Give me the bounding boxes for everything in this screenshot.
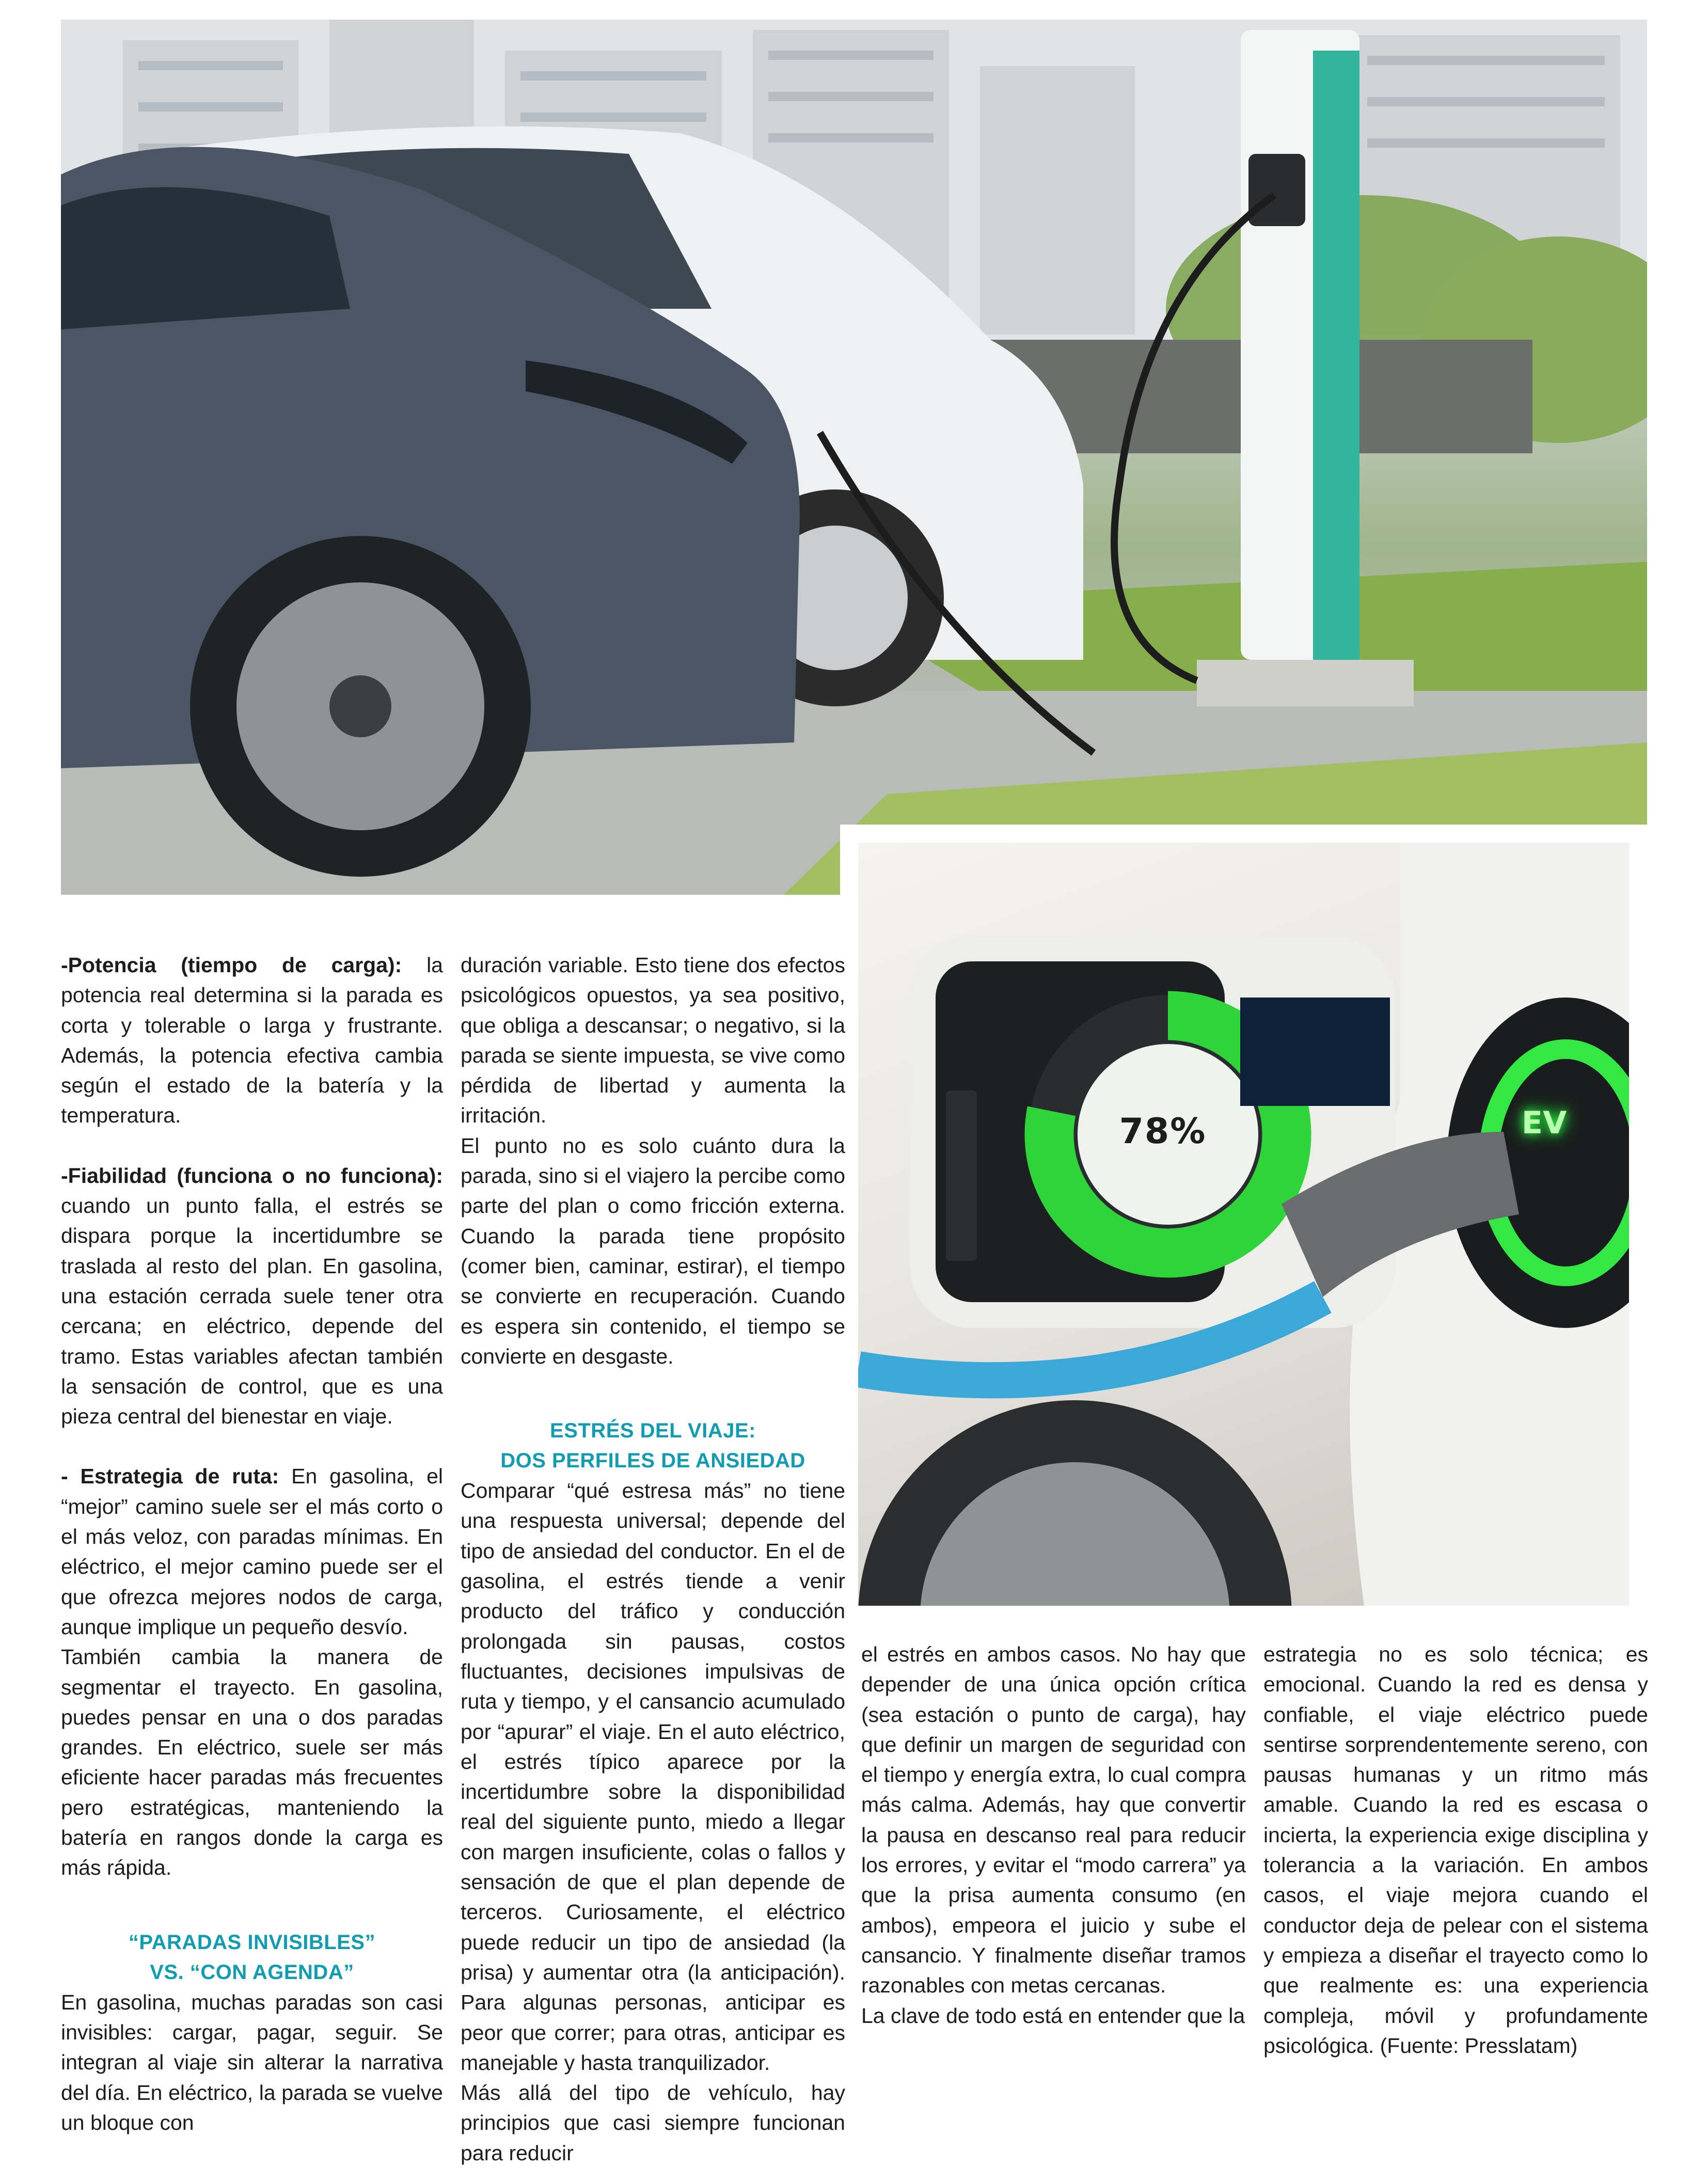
paragraph-potencia <box>61 950 443 1131</box>
label-potencia: -Potencia (tiempo de carga): <box>61 953 402 977</box>
photo-inset-illustration <box>858 843 1629 1606</box>
paragraph-segmentar: También cambia la manera de segmentar el trayecto. En gasolina, puedes pensar en una o dos paradas grandes. En eléctrico, suele ser más eficiente hacer paradas más frecuentes pero estratégicas, manteniendo la batería en rangos donde la carga es más rápida. <box>61 1645 443 1880</box>
paragraph-clave: La clave de todo está en entender que la <box>861 2003 1245 2028</box>
paragraph-duracion: duración variable. Esto tiene dos efectos psicológicos opuestos, ya sea positivo, que obliga a descansar; o negativo, si la parada se siente impuesta, se vive como pérdida de libertad y aumenta la irritación. <box>461 953 845 1128</box>
text-column-2 <box>461 950 845 2168</box>
heading-con-agenda: VS. “CON AGENDA” <box>150 1960 354 1984</box>
paragraph-punto: El punto no es solo cuánto dura la parada, sino si el viajero la percibe como parte del plan o como fricción externa. Cuando la parada tiene propósito (comer bien, caminar, estirar), el tiempo se convierte en recuperación. Cuando es espera sin contenido, el tiempo se convierte en desgaste. <box>461 1133 845 1368</box>
battery-percentage: 78% <box>1119 1111 1207 1152</box>
photo-inset-frame <box>858 843 1629 1606</box>
text-column-1 <box>61 950 443 2138</box>
label-fiabilidad: -Fiabilidad (funciona o no funciona): <box>61 1163 443 1188</box>
photo-top-illustration <box>61 20 1647 895</box>
photo-electric-cars-charging <box>61 20 1647 895</box>
text-estrategia: En gasolina, el “mejor” camino suele ser el más corto o el más veloz, con paradas mínimas. En eléctrico, el mejor camino puede ser el que ofrezca mejores nodos de carga, aunque implique un pequeño desvío. <box>61 1464 443 1639</box>
text-potencia: la potencia real determina si la parada es corta y tolerable o larga y frustrante. Además, la potencia efectiva cambia según el estado de la batería y la temperatura. <box>61 953 443 1128</box>
heading-dos-perfiles: DOS PERFILES DE ANSIEDAD <box>500 1449 805 1473</box>
paragraph-estres-ambos: el estrés en ambos casos. No hay que depender de una única opción crítica (sea estación o punto de carga), hay que definir un margen de seguridad con el tiempo y energía extra, lo cual compra más calma. Además, hay que convertir la pausa en descanso real para reducir los errores, y evitar el “modo carrera” ya que la prisa aumenta consumo (en ambos), empeora el juicio y sube el cansancio. Y finalmente diseñar tramos razonables con metas cercanas. <box>861 1642 1246 1998</box>
paragraph-estrategia-emocional: estrategia no es solo técnica; es emocional. Cuando la red es densa y confiable, el viaje eléctrico puede sentirse sorprendentemente sereno, con pausas humanas y un ritmo más amable. Cuando la red es escasa o incierta, la experiencia exige disciplina y tolerancia a la variación. En ambos casos, el viaje mejora cuando el conductor deja de pelear con el sistema y empieza a diseñar el trayecto como lo que realmente es: una experiencia compleja, móvil y profundamente psicológica. (Fuente: Presslatam) <box>1263 1642 1648 2058</box>
paragraph-principios: Más allá del tipo de vehículo, hay principios que casi siempre funcionan para reducir <box>461 2081 845 2165</box>
text-fiabilidad: cuando un punto falla, el estrés se dispara porque la incertidumbre se traslada al resto del plan. En gasolina, una estación cerrada suele tener otra cercana; en eléctrico, depende del tramo. Estas variables afectan también la sensación de control, que es una pieza central del bienestar en viaje. <box>61 1194 443 1429</box>
text-column-3 <box>861 1639 1246 2031</box>
heading-paradas-invisibles: “PARADAS INVISIBLES” <box>128 1930 376 1954</box>
heading-estres-del-viaje: ESTRÉS DEL VIAJE: <box>550 1419 756 1443</box>
paragraph-fiabilidad <box>61 1161 443 1432</box>
photo-ev-charging-plug <box>840 825 1647 1624</box>
text-column-4 <box>1263 1639 1648 2061</box>
paragraph-paradas: En gasolina, muchas paradas son casi invisibles: cargar, pagar, seguir. Se integran al viaje sin alterar la narrativa del día. En eléctrico, la parada se vuelve un bloque con <box>61 1990 443 2134</box>
paragraph-estrategia <box>61 1461 443 1642</box>
paragraph-comparar: Comparar “qué estresa más” no tiene una respuesta universal; depende del tipo de ansiedad del conductor. En el de gasolina, el estrés tiende a venir producto del tráfico y conducción prolongada sin pausas, costos fluctuantes, decisiones impulsivas de ruta y tiempo, y el cansancio acumulado por “apurar” el viaje. En el auto eléctrico, el estrés típico aparece por la incertidumbre sobre la disponibilidad real del siguiente punto, miedo a llegar con margen insuficiente, colas o fallos y sensación de que el plan depende de terceros. Curiosamente, el eléctrico puede reducir un tipo de ansiedad (la prisa) y aumentar otra (la anticipación). Para algunas personas, anticipar es peor que correr; para otras, anticipar es manejable y hasta tranquilizador. <box>461 1479 845 2075</box>
ev-plug-label: EV <box>1522 1105 1567 1141</box>
label-estrategia: - Estrategia de ruta: <box>61 1464 279 1489</box>
